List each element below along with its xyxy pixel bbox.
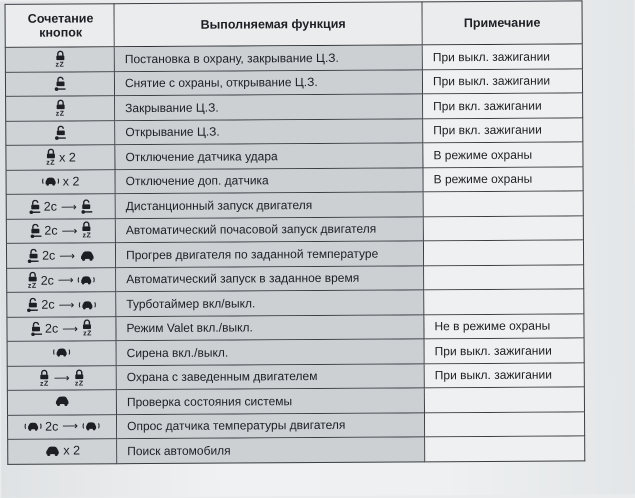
table-row (7, 387, 631, 415)
function-cell: Режим Valet вкл./выкл. (116, 315, 424, 341)
note-cell (424, 265, 584, 290)
button-combo-cell (6, 170, 116, 195)
button-combo-cell (7, 439, 117, 464)
button-combo-cell (6, 219, 116, 244)
lock-icon: zZ (81, 222, 92, 240)
function-cell: Опрос датчика температуры двигателя (117, 413, 425, 439)
button-combo-cell (5, 121, 115, 146)
table-row (7, 338, 631, 366)
combo-text: 2с (40, 273, 54, 288)
note-cell (425, 436, 585, 461)
note-cell: При выкл. зажигании (425, 338, 585, 363)
combo-text: 2с (44, 321, 59, 336)
function-cell: Сирена вкл./выкл. (117, 339, 425, 365)
button-combo-cell (7, 366, 117, 391)
header-function: Выполняемая функция (115, 1, 423, 47)
function-cell: Отключение датчика удара (115, 143, 423, 169)
arrow-right-icon: ⟶ (62, 420, 79, 433)
note-cell (424, 240, 584, 265)
note-cell: При выкл. зажигании (425, 363, 585, 388)
unlock-icon (27, 248, 39, 263)
note-cell: В режиме охраны (423, 142, 583, 167)
car-alarm-icon (78, 275, 96, 286)
table-row (7, 436, 631, 464)
note-cell: При вкл. зажигании (423, 118, 583, 143)
table-row (6, 216, 630, 244)
table-row (5, 93, 629, 121)
table-row (6, 314, 630, 342)
combo-text: 2с (45, 419, 59, 434)
table-header-row (5, 0, 629, 48)
note-cell: Не в режиме охраны (424, 314, 584, 339)
car-alarm-icon (42, 176, 60, 187)
car-alarm-icon (82, 420, 100, 431)
button-combo-cell (6, 243, 116, 268)
table-row (5, 142, 629, 170)
combo-text: 2с (43, 199, 57, 214)
note-cell (424, 289, 584, 314)
button-combination-table (5, 0, 632, 464)
table-row (5, 118, 629, 146)
note-cell: При выкл. зажигании (423, 69, 583, 94)
lock-icon: zZ (45, 149, 56, 167)
function-cell: Постановка в охрану, закрывание Ц.З. (115, 45, 423, 71)
function-cell: Отключение доп. датчика (116, 168, 424, 194)
table-row (6, 240, 630, 268)
lock-icon: zZ (27, 271, 38, 289)
combo-text: x 2 (63, 443, 81, 458)
combo-text: x 2 (62, 173, 80, 189)
function-cell: Снятие с охраны, открывание Ц.З. (115, 70, 423, 96)
button-combo-cell (6, 292, 116, 317)
table-row (5, 69, 629, 97)
unlock-icon (26, 297, 38, 312)
combo-text: 2с (41, 297, 55, 312)
table-row (6, 265, 630, 293)
combo-text: 2с (42, 248, 56, 263)
button-combo-cell (5, 145, 115, 170)
note-cell (424, 216, 584, 241)
unlock-icon (54, 126, 66, 141)
note-cell: В режиме охраны (424, 167, 584, 192)
lock-icon: zZ (54, 51, 65, 69)
note-cell (424, 191, 584, 216)
table-row (5, 44, 629, 72)
note-cell (425, 412, 585, 437)
header-combo (5, 3, 115, 48)
unlock-icon (81, 199, 93, 214)
button-combo-cell (6, 268, 116, 293)
combo-text: x 2 (59, 150, 76, 165)
function-cell: Закрывание Ц.З. (115, 94, 423, 120)
function-cell: Турботаймер вкл/выкл. (116, 290, 424, 316)
lock-icon: zZ (55, 100, 66, 118)
table-row (7, 412, 631, 440)
note-cell: При вкл. зажигании (423, 93, 583, 118)
combo-text: 2с (44, 223, 58, 238)
lock-icon: zZ (74, 369, 85, 387)
function-cell: Поиск автомобиля (117, 437, 425, 463)
car-alarm-icon (24, 421, 42, 432)
function-cell: Автоматический запуск в заданное время (116, 266, 424, 292)
header-note: Примечание (422, 0, 582, 45)
car-alarm-icon (53, 346, 71, 357)
arrow-right-icon: ⟶ (62, 323, 79, 336)
arrow-right-icon: ⟶ (59, 250, 76, 263)
car-icon (54, 395, 70, 406)
note-cell: При выкл. зажигании (423, 44, 583, 69)
table-row (7, 363, 631, 391)
table-body (5, 44, 632, 464)
header-combo-line2: кнопок (39, 25, 83, 40)
button-combo-cell (7, 390, 117, 415)
function-cell: Охрана с заведенным двигателем (117, 364, 425, 390)
arrow-right-icon: ⟶ (53, 372, 70, 385)
car-icon (44, 445, 60, 456)
lock-icon: zZ (39, 369, 50, 387)
arrow-right-icon: ⟶ (61, 225, 78, 238)
table-row (6, 289, 630, 317)
function-cell: Прогрев двигателя по заданной температуре (116, 241, 424, 267)
button-combo-cell (5, 96, 115, 121)
table-row (6, 191, 630, 219)
unlock-icon (29, 199, 41, 214)
unlock-icon (29, 223, 41, 238)
unlock-icon (54, 77, 66, 92)
button-combo-cell (5, 72, 115, 97)
arrow-right-icon: ⟶ (57, 274, 74, 287)
function-cell: Автоматический почасовой запуск двигателя (116, 217, 424, 243)
unlock-icon (30, 321, 42, 336)
button-combo-cell (5, 47, 115, 72)
arrow-right-icon: ⟶ (60, 201, 77, 214)
function-cell: Проверка состояния системы (117, 388, 425, 414)
button-combo-cell (6, 317, 116, 342)
button-combo-cell (7, 415, 117, 440)
note-cell (425, 387, 585, 412)
table-row (6, 167, 630, 195)
button-combo-cell (6, 194, 116, 219)
function-cell: Открывание Ц.З. (115, 119, 423, 145)
car-alarm-icon (78, 299, 96, 310)
lock-icon: zZ (82, 320, 93, 338)
function-cell: Дистанционный запуск двигателя (116, 192, 424, 218)
button-combo-cell (7, 341, 117, 366)
car-icon (79, 250, 95, 261)
header-combo-line1: Сочетание (27, 11, 94, 26)
arrow-right-icon: ⟶ (58, 299, 75, 312)
